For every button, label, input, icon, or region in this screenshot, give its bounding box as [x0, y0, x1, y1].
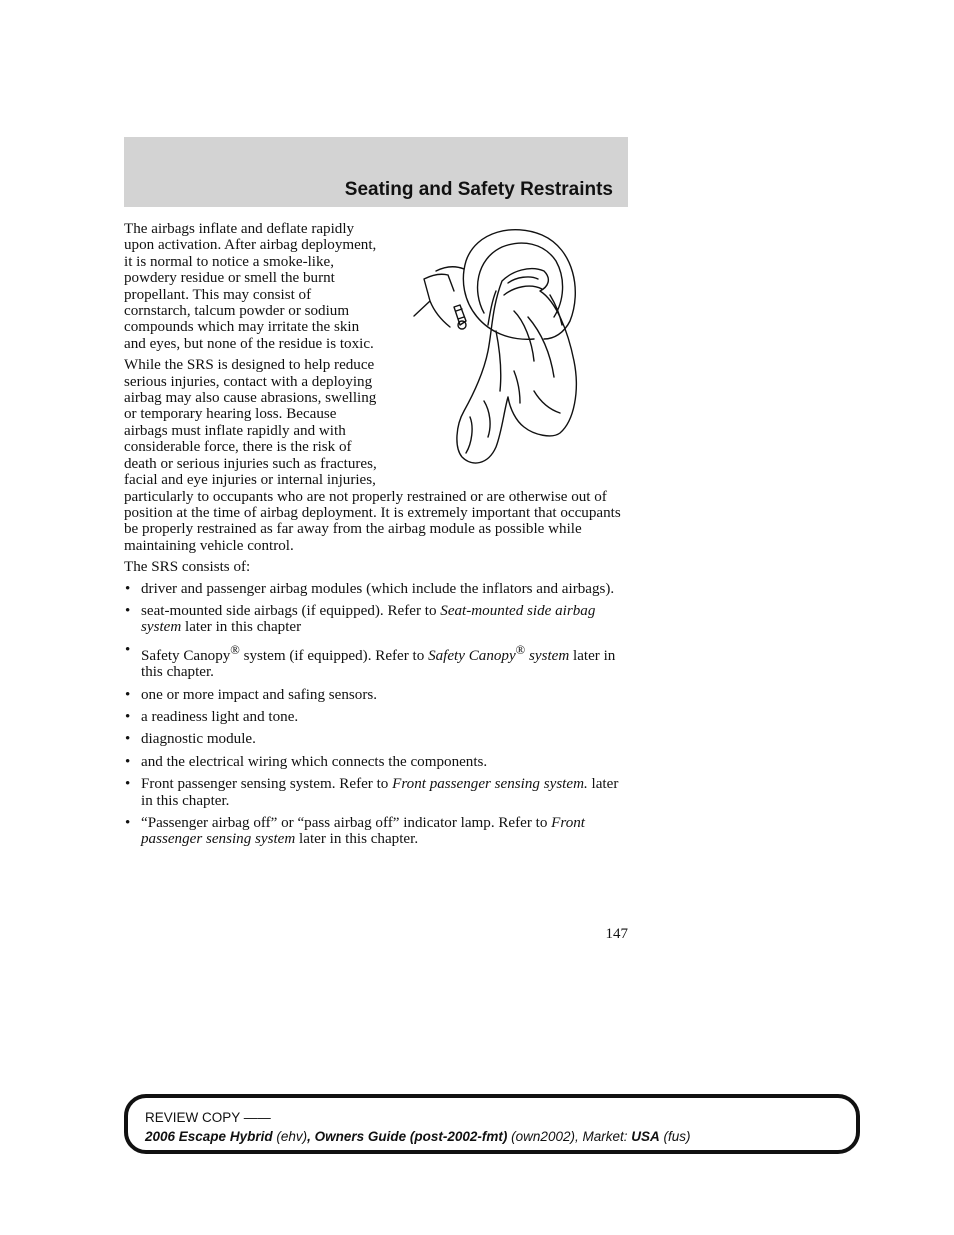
bullet-icon: •	[125, 580, 131, 597]
list-item	[124, 581, 628, 597]
registered-mark: ®	[230, 642, 240, 657]
bullet-icon: •	[125, 602, 131, 619]
bullet-icon: •	[125, 731, 131, 748]
list-item-text: later in this chapter.	[295, 831, 419, 848]
list-item	[124, 776, 628, 809]
bullet-icon: •	[125, 686, 131, 703]
wheel-inner-rim	[478, 243, 563, 317]
paragraph-3: The SRS consists of:	[124, 559, 251, 576]
list-item-text: and the electrical wiring which connects the components.	[141, 753, 488, 770]
section-header-bar	[124, 137, 628, 207]
paragraph-2: While the SRS is designed to help reduce serious injuries, contact with a deploying airbag may also cause abrasions, swelling or temporary hearing loss. Because airbags must inflate rapidly and with considerable force, there is the risk of death or serious injuries such as fractures, facial and eye injuries or internal injuries, particularly to occupants who are not properly restrained or are otherwise out of position at the time of airbag deployment. It is extremely important that occupants be properly restrained as far away from the airbag module as possible while maintaining vehicle control.	[124, 357, 621, 554]
bullet-icon: •	[125, 709, 131, 725]
market-label: , Market:	[574, 1129, 632, 1144]
list-item-text: later in this chapter.	[141, 776, 619, 809]
list-item	[124, 709, 628, 725]
dashboard	[414, 267, 464, 327]
cross-reference: Front passenger sensing system.	[392, 776, 588, 793]
document-info	[145, 1129, 691, 1144]
cross-reference: system	[525, 647, 570, 664]
list-item	[124, 754, 628, 770]
deployed-airbag	[457, 269, 576, 463]
list-item	[124, 687, 628, 703]
list-item	[124, 603, 628, 636]
guide-code: (own2002)	[511, 1129, 575, 1144]
list-item-text: system (if equipped). Refer to	[239, 647, 429, 664]
bullet-icon: •	[125, 753, 131, 770]
page-body	[124, 221, 628, 854]
list-item-text: seat-mounted side airbags (if equipped). Refer to	[141, 602, 441, 619]
steering-wheel-airbag-drawing	[384, 221, 632, 471]
bullet-icon: •	[125, 641, 131, 658]
list-item-text: driver and passenger airbag modules (which include the inflators and airbags).	[141, 580, 615, 597]
list-item-text: Safety Canopy	[141, 647, 231, 664]
review-copy-label: REVIEW COPY ——	[145, 1110, 271, 1125]
bullet-icon: •	[125, 776, 131, 793]
list-item	[124, 731, 628, 747]
airbag-deployment-illustration	[384, 221, 632, 471]
cross-reference: Safety Canopy	[428, 647, 516, 664]
review-copy-footer	[124, 1094, 860, 1154]
list-item-text: one or more impact and safing sensors.	[141, 686, 377, 703]
guide-name: Owners Guide (post-2002-fmt)	[314, 1129, 508, 1144]
list-item	[124, 642, 628, 681]
bullet-icon: •	[125, 815, 131, 832]
separator: ,	[307, 1129, 315, 1144]
market-code: (fus)	[663, 1129, 691, 1144]
market-name: USA	[631, 1129, 660, 1144]
list-item-text: later in this chapter	[181, 619, 302, 636]
registered-mark: ®	[515, 642, 526, 657]
list-item-text: a readiness light and tone.	[141, 709, 299, 725]
section-title: Seating and Safety Restraints	[344, 179, 613, 200]
vehicle-model: 2006 Escape Hybrid	[145, 1129, 273, 1144]
vehicle-code: (ehv)	[276, 1129, 308, 1144]
list-item-text: “Passenger airbag off” or “pass airbag off” indicator lamp. Refer to	[141, 815, 552, 832]
srs-components-list	[124, 581, 628, 848]
wheel-rim	[463, 230, 575, 340]
list-item-text: diagnostic module.	[141, 731, 256, 748]
list-item-text: later in this chapter.	[141, 647, 616, 681]
cross-reference: Seat-mounted side airbag system	[141, 602, 596, 636]
list-item-text: Front passenger sensing system. Refer to	[141, 776, 393, 793]
wheel-hub	[488, 291, 562, 325]
cross-reference: Front passenger sensing system	[141, 815, 585, 848]
page-number: 147	[605, 926, 628, 942]
paragraph-1: The airbags inflate and deflate rapidly upon activation. After airbag deployment, it is normal to notice a smoke-like, powdery residue or smell the burnt propellant. This may consist of cornstarch, talcum powder or sodium compounds which may irritate the skin and eyes, but none of the residue is toxic.	[124, 221, 377, 352]
list-item	[124, 815, 628, 848]
